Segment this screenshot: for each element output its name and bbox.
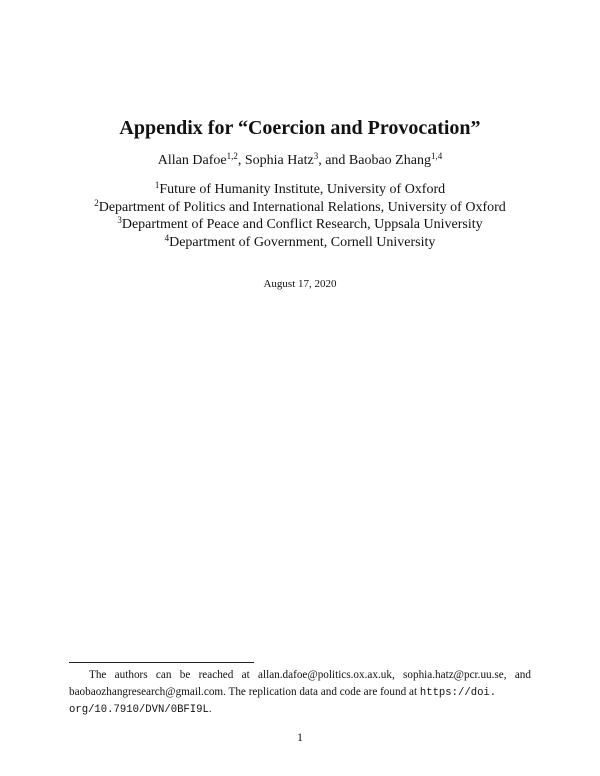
- footnote-divider: [69, 662, 254, 663]
- footnote-line-2: baobaozhangresearch@gmail.com. The replication data and code are found at: [69, 685, 420, 698]
- affiliation-text: Department of Peace and Conflict Research, Uppsala University: [121, 217, 483, 232]
- author-name: Baobao Zhang: [348, 153, 431, 168]
- author-separator: ,: [237, 153, 245, 168]
- affiliation-line: [0, 234, 600, 252]
- affiliation-text: Department of Government, Cornell University: [169, 234, 436, 250]
- affiliation-line: [0, 216, 600, 234]
- author-name: Allan Dafoe: [157, 153, 227, 168]
- affiliation-text: Future of Humanity Institute, University of Oxford: [159, 182, 446, 197]
- affiliation-number: 2: [94, 197, 99, 208]
- footnote-line-1: The authors can be reached at allan.dafoe@politics.ox.ax.uk, sophia.hatz@pcr.uu.se, and: [89, 669, 531, 681]
- author-line: [0, 151, 600, 171]
- author-name: Sophia Hatz: [244, 153, 314, 168]
- replication-doi-link-end[interactable]: org/10.7910/DVN/0BFI9L: [69, 704, 209, 716]
- author-affil-sup: 1,2: [226, 151, 238, 161]
- affiliation-number: 1: [154, 180, 160, 190]
- footnote-period: .: [208, 703, 212, 715]
- affiliation-text: Department of Politics and International Relations, University of Oxford: [98, 199, 506, 215]
- page-number: 1: [297, 730, 303, 744]
- affiliation-line: [0, 199, 600, 217]
- affiliation-number: 3: [117, 215, 122, 225]
- author-affil-sup: 1,4: [430, 151, 443, 161]
- author-affil-sup: 3: [313, 151, 319, 161]
- affiliation-line: [0, 181, 600, 199]
- affiliation-number: 4: [164, 232, 170, 243]
- replication-doi-link-start[interactable]: https://doi.: [419, 686, 497, 699]
- affiliations: [0, 181, 600, 251]
- footnote: [69, 667, 531, 719]
- paper-date: August 17, 2020: [263, 278, 337, 290]
- author-separator: , and: [318, 153, 349, 168]
- paper-title: Appendix for “Coercion and Provocation”: [119, 117, 481, 139]
